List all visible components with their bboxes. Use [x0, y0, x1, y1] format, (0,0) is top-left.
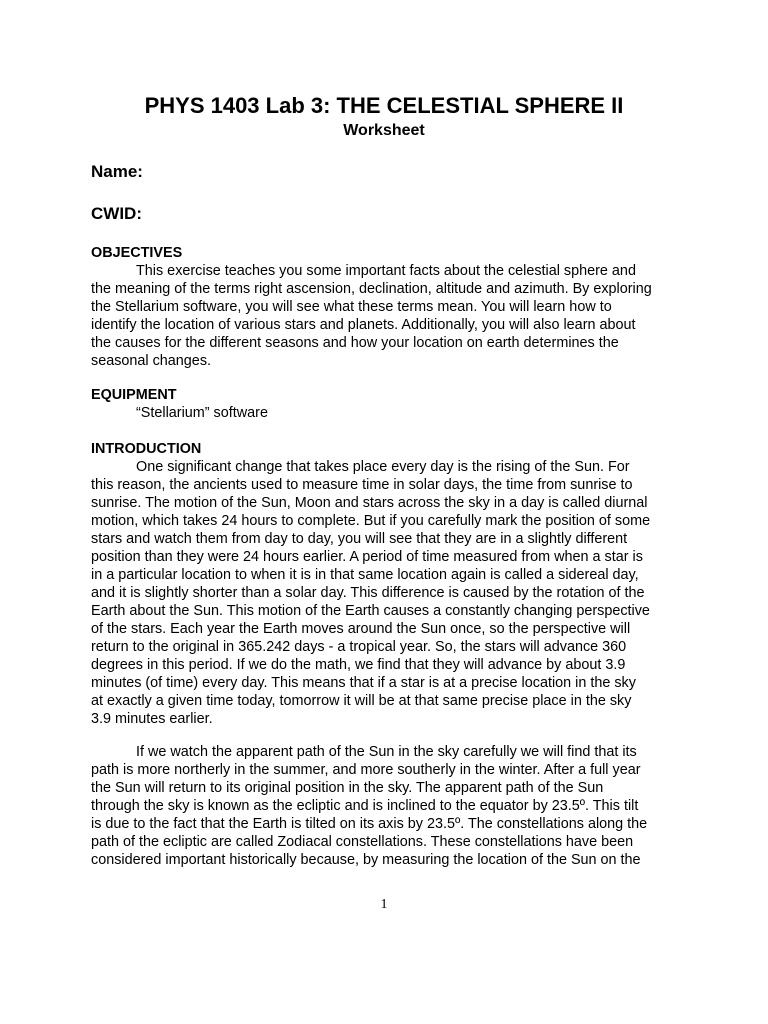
- paragraph-line: considered important historically because, by measuring the location of the Sun on the: [91, 852, 641, 868]
- equipment-item: “Stellarium” software: [136, 405, 268, 421]
- objectives-section: [91, 244, 681, 370]
- paragraph-line: and it is slightly shorter than a solar day. This difference is caused by the rotation of the: [91, 585, 645, 601]
- document-title: PHYS 1403 Lab 3: THE CELESTIAL SPHERE II: [144, 93, 624, 118]
- paragraph-line: minutes (of time) every day. This means that if a star is at a precise location in the sky: [91, 675, 636, 691]
- introduction-paragraph-2: [91, 743, 681, 869]
- objectives-paragraph: [91, 262, 681, 370]
- paragraph-line: the Sun will return to its original position in the sky. The apparent path of the Sun: [91, 780, 604, 796]
- paragraph-line: of the stars. Each year the Earth moves around the Sun once, so the perspective will: [91, 621, 631, 637]
- name-field-label: Name:: [91, 162, 143, 181]
- paragraph-line: One significant change that takes place every day is the rising of the Sun. For: [136, 459, 630, 475]
- paragraph-line: at exactly a given time today, tomorrow it will be at that same precise place in the sky: [91, 693, 632, 709]
- paragraph-line: identify the location of various stars and planets. Additionally, you will also learn about: [91, 317, 636, 333]
- paragraph-line: in a particular location to when it is in that same location again is called a sidereal day,: [91, 567, 639, 583]
- paragraph-line: the Stellarium software, you will see what these terms mean. You will learn how to: [91, 299, 612, 315]
- introduction-paragraph-2-block: [91, 743, 681, 869]
- paragraph-line: this reason, the ancients used to measure time in solar days, the time from sunrise to: [91, 477, 633, 493]
- paragraph-line: seasonal changes.: [91, 353, 212, 369]
- paragraph-line: 3.9 minutes earlier.: [91, 711, 213, 727]
- introduction-heading: INTRODUCTION: [91, 441, 202, 457]
- paragraph-line: sunrise. The motion of the Sun, Moon and stars across the sky in a day is called diurnal: [91, 495, 648, 511]
- paragraph-line: is due to the fact that the Earth is tilted on its axis by 23.5º. The constellations along the: [91, 816, 648, 832]
- paragraph-line: return to the original in 365.242 days - a tropical year. So, the stars will advance 360: [91, 639, 627, 655]
- page-number: 1: [380, 897, 388, 912]
- introduction-paragraph-1: [91, 458, 681, 728]
- document-subtitle: Worksheet: [343, 122, 425, 139]
- paragraph-line: This exercise teaches you some important facts about the celestial sphere and: [136, 263, 636, 279]
- paragraph-line: the meaning of the terms right ascension, declination, altitude and azimuth. By exploring: [91, 281, 652, 297]
- paragraph-line: motion, which takes 24 hours to complete. But if you carefully mark the position of some: [91, 513, 651, 529]
- paragraph-line: the causes for the different seasons and how your location on earth determines the: [91, 335, 619, 351]
- paragraph-line: through the sky is known as the ecliptic and is inclined to the equator by 23.5º. This tilt: [91, 798, 639, 814]
- paragraph-line: If we watch the apparent path of the Sun in the sky carefully we will find that its: [136, 744, 637, 760]
- paragraph-line: position than they were 24 hours earlier. A period of time measured from when a star is: [91, 549, 643, 565]
- objectives-heading: OBJECTIVES: [91, 245, 183, 261]
- paragraph-line: stars and watch them from day to day, you will see that they are in a slightly different: [91, 531, 628, 547]
- paragraph-line: Earth about the Sun. This motion of the Earth causes a constantly changing perspective: [91, 603, 650, 619]
- introduction-section: [91, 440, 681, 728]
- paragraph-line: path is more northerly in the summer, and more southerly in the winter. After a full year: [91, 762, 641, 778]
- cwid-field-label: CWID:: [91, 204, 142, 223]
- equipment-heading: EQUIPMENT: [91, 387, 177, 403]
- equipment-section: [91, 386, 681, 422]
- paragraph-line: degrees in this period. If we do the math, we find that they will advance by about 3.9: [91, 657, 626, 673]
- paragraph-line: path of the ecliptic are called Zodiacal constellations. These constellations have been: [91, 834, 634, 850]
